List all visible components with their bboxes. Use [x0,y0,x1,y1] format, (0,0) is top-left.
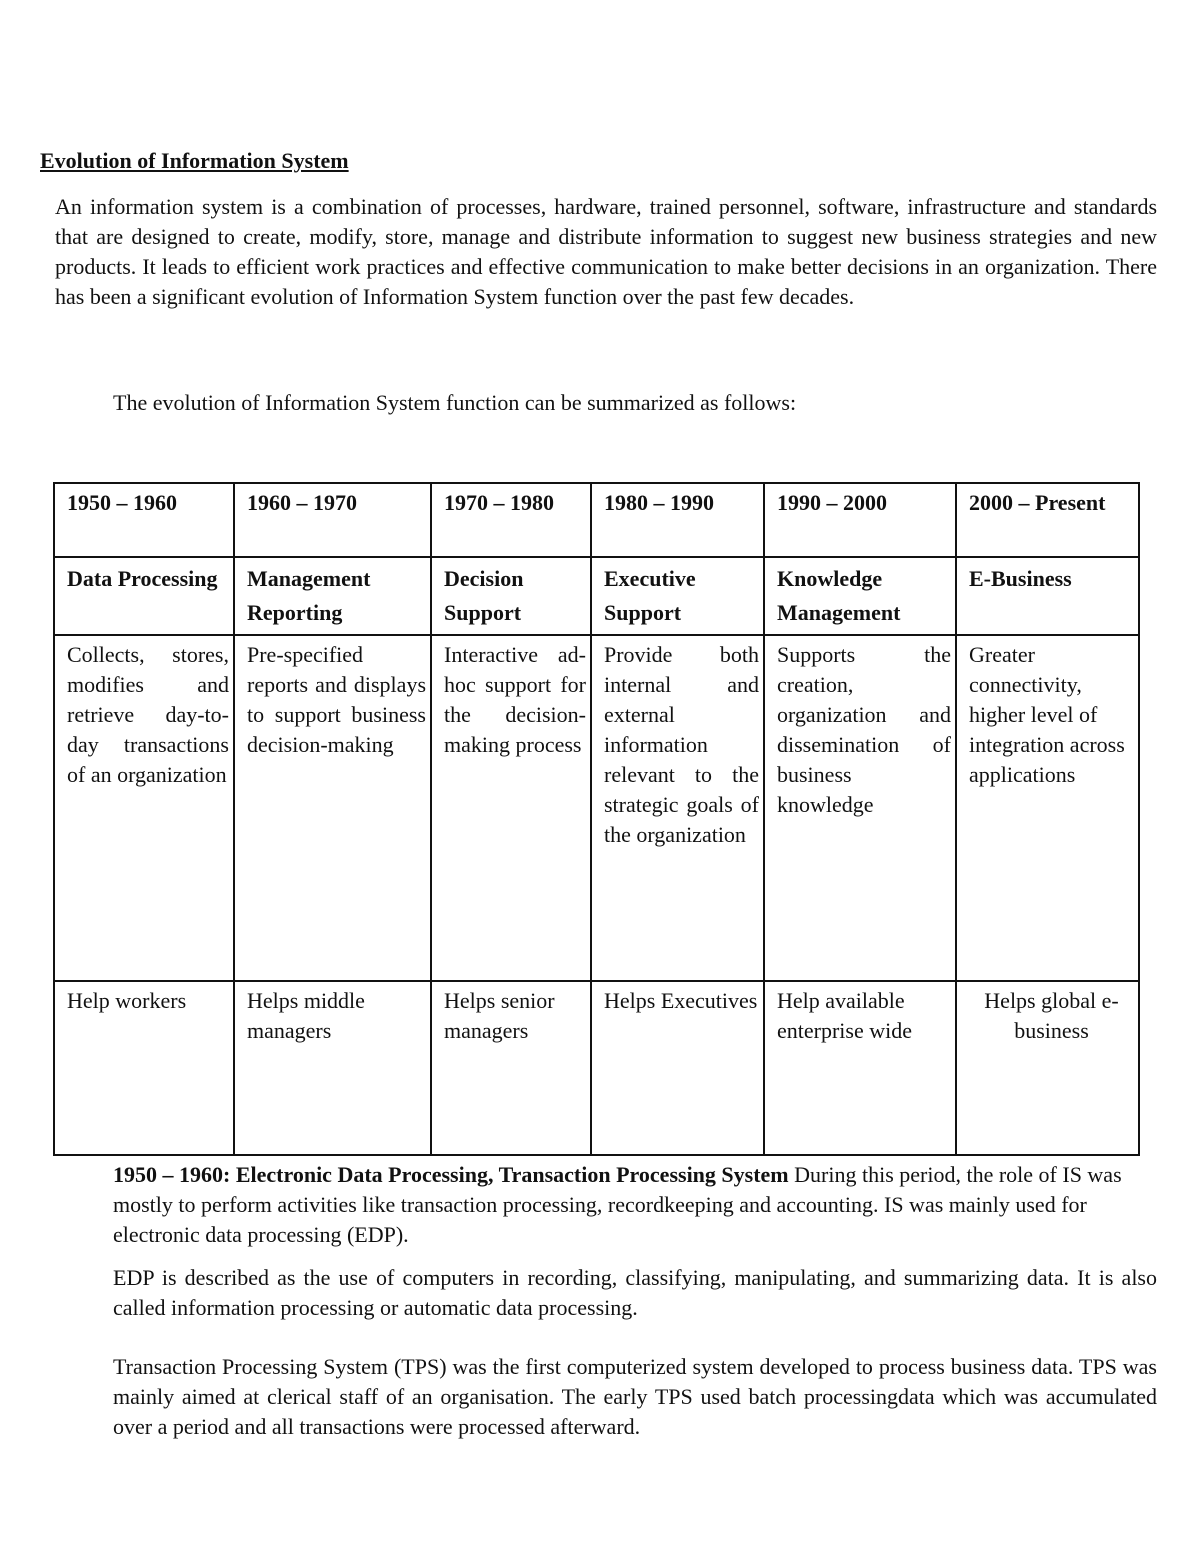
helps-cell: Helps Executives [591,981,764,1155]
helps-cell: Help available enterprise wide [764,981,956,1155]
description-cell: Pre-specified reports and displays to support business decision-making [234,635,431,981]
period-cell: 1980 – 1990 [591,483,764,557]
period-cell: 2000 – Present [956,483,1139,557]
helps-cell: Helps global e-business [956,981,1139,1155]
description-cell: Provide both internal and external information relevant to the strategic goals of the organization [591,635,764,981]
system-cell: Decision Support [431,557,591,635]
section-body: During this period, the role of IS was mostly to perform activities like transaction processing, recordkeeping and accounting. IS was mainly used for electronic data processing (EDP). [113,1162,1122,1247]
period-row [54,483,1139,557]
system-cell: Knowledge Management [764,557,956,635]
summary-intro-line: The evolution of Information System function can be summarized as follows: [113,390,797,415]
evolution-table [53,482,1140,1156]
system-cell: E-Business [956,557,1139,635]
section-heading: 1950 – 1960: Electronic Data Processing, Transaction Processing System [113,1162,789,1187]
helps-cell: Helps middle managers [234,981,431,1155]
edp-paragraph: EDP is described as the use of computers in recording, classifying, manipulating, and summarizing data. It is also called information processing or automatic data processing. [113,1265,1157,1320]
helps-cell: Help workers [54,981,234,1155]
description-cell: Greater connectivity, higher level of integration across applications [956,635,1139,981]
period-cell: 1960 – 1970 [234,483,431,557]
tps-paragraph: Transaction Processing System (TPS) was the first computerized system developed to process business data. TPS was mainly aimed at clerical staff of an organisation. The early TPS used batch processingdata which was accumulated over a period and all transactions were processed afterward. [113,1354,1157,1439]
system-cell: Data Processing [54,557,234,635]
helps-cell: Helps senior managers [431,981,591,1155]
description-cell: Collects, stores, modifies and retrieve day-to-day transactions of an organization [54,635,234,981]
helps-row [54,981,1139,1155]
description-cell: Supports the creation, organization and dissemination of business knowledge [764,635,956,981]
section-1950-paragraph [113,1160,1157,1250]
system-row [54,557,1139,635]
period-cell: 1990 – 2000 [764,483,956,557]
system-cell: Management Reporting [234,557,431,635]
period-cell: 1970 – 1980 [431,483,591,557]
system-cell: Executive Support [591,557,764,635]
intro-paragraph: An information system is a combination of processes, hardware, trained personnel, software, infrastructure and standards that are designed to create, modify, store, manage and distribute information to suggest new business strategies and new products. It leads to efficient work practices and effective communication to make better decisions in an organization. There has been a significant evolution of Information System function over the past few decades. [55,194,1157,309]
description-row [54,635,1139,981]
document-title: Evolution of Information System [40,148,349,173]
description-cell: Interactive ad-hoc support for the decision-making process [431,635,591,981]
period-cell: 1950 – 1960 [54,483,234,557]
